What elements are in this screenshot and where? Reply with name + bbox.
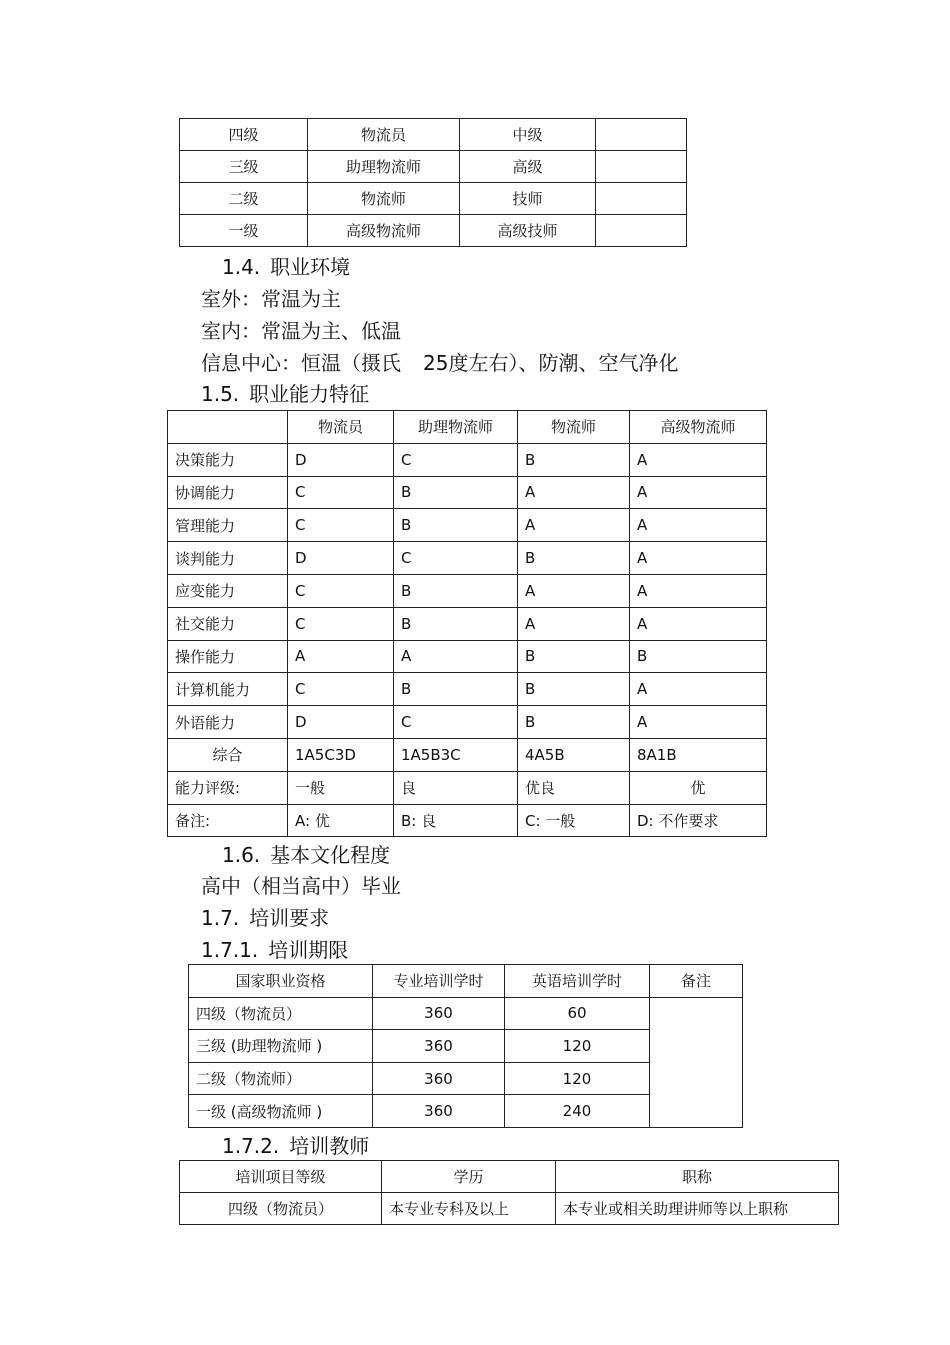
table-row xyxy=(168,607,767,640)
table-header-cell: 物流师 xyxy=(518,411,630,444)
section-number: 1.7.2. xyxy=(222,1134,280,1158)
table-cell: B xyxy=(518,443,630,476)
env-info-center-part2: 25度左右）、防潮、空气净化 xyxy=(423,351,679,375)
table-cell: B xyxy=(630,640,767,673)
table-cell: 二级 xyxy=(180,183,308,215)
table-row xyxy=(168,443,767,476)
table-row xyxy=(180,183,687,215)
table-cell: 综合 xyxy=(168,738,288,771)
table-header-row xyxy=(189,965,743,998)
table-row xyxy=(168,673,767,706)
table-cell: C xyxy=(394,542,518,575)
table-cell: B xyxy=(394,607,518,640)
table-cell: B xyxy=(394,509,518,542)
table-cell: A xyxy=(630,673,767,706)
table-cell: 四级 xyxy=(180,119,308,151)
table-cell: 一级 (高级物流师 ) xyxy=(189,1095,373,1128)
section-number: 1.7.1. xyxy=(201,938,259,962)
table-cell: 8A1B xyxy=(630,738,767,771)
table-cell: C: 一般 xyxy=(518,804,630,837)
table-header-cell: 助理物流师 xyxy=(394,411,518,444)
table-header-cell: 职称 xyxy=(556,1161,839,1193)
table-cell: A xyxy=(518,607,630,640)
section-number: 1.6. xyxy=(222,843,261,867)
ability-table xyxy=(167,410,767,837)
table-row xyxy=(168,640,767,673)
table-cell: 良 xyxy=(394,771,518,804)
table-cell: B xyxy=(518,542,630,575)
table-cell: 管理能力 xyxy=(168,509,288,542)
table-header-row xyxy=(168,411,767,444)
table-cell: C xyxy=(288,574,394,607)
table-cell: 应变能力 xyxy=(168,574,288,607)
table-cell: 1A5C3D xyxy=(288,738,394,771)
table-cell: 本专业或相关助理讲师等以上职称 xyxy=(556,1193,839,1225)
table-cell: D: 不作要求 xyxy=(630,804,767,837)
table-header-cell: 培训项目等级 xyxy=(180,1161,382,1193)
table-row xyxy=(168,542,767,575)
table-cell: 社交能力 xyxy=(168,607,288,640)
table-cell: A xyxy=(630,706,767,739)
table-cell: B: 良 xyxy=(394,804,518,837)
table-cell: A xyxy=(518,509,630,542)
table-cell: A xyxy=(518,574,630,607)
table-cell: A xyxy=(630,574,767,607)
table-header-cell: 专业培训学时 xyxy=(373,965,505,998)
section-heading-1-7-2 xyxy=(222,1133,369,1159)
table-cell: 决策能力 xyxy=(168,443,288,476)
table-row xyxy=(180,215,687,247)
table-cell: 外语能力 xyxy=(168,706,288,739)
section-heading-1-4 xyxy=(222,254,350,280)
table-row xyxy=(189,997,743,1030)
table-cell: 360 xyxy=(373,1062,505,1095)
table-cell: A xyxy=(630,607,767,640)
section-title: 职业环境 xyxy=(270,255,351,279)
table-header-cell: 物流员 xyxy=(288,411,394,444)
env-outdoor: 室外：常温为主 xyxy=(201,287,341,311)
note-row xyxy=(168,804,767,837)
table-cell: 计算机能力 xyxy=(168,673,288,706)
table-cell: A xyxy=(630,476,767,509)
section-title: 基本文化程度 xyxy=(270,843,391,867)
summary-row xyxy=(168,738,767,771)
education-text: 高中（相当高中）毕业 xyxy=(201,874,401,898)
table-cell: 高级 xyxy=(460,151,596,183)
table-cell: 协调能力 xyxy=(168,476,288,509)
table-header-cell: 学历 xyxy=(382,1161,556,1193)
table-cell: 360 xyxy=(373,1095,505,1128)
table-cell: A xyxy=(394,640,518,673)
remarks-cell xyxy=(650,997,743,1127)
section-title: 培训要求 xyxy=(249,906,330,930)
table-header-cell: 英语培训学时 xyxy=(505,965,650,998)
table-header-cell: 备注 xyxy=(650,965,743,998)
table-cell xyxy=(596,119,687,151)
table-cell: 一级 xyxy=(180,215,308,247)
table-cell xyxy=(596,183,687,215)
section-heading-1-5 xyxy=(201,381,369,407)
section-number: 1.5. xyxy=(201,382,240,406)
table-cell: 技师 xyxy=(460,183,596,215)
table-cell: 中级 xyxy=(460,119,596,151)
table-cell: B xyxy=(394,574,518,607)
table-cell: C xyxy=(288,476,394,509)
table-cell: C xyxy=(288,509,394,542)
table-cell: B xyxy=(394,673,518,706)
table-cell: C xyxy=(394,443,518,476)
table-cell: A xyxy=(518,476,630,509)
table-cell: C xyxy=(394,706,518,739)
table-cell: 本专业专科及以上 xyxy=(382,1193,556,1225)
table-cell: 优 xyxy=(630,771,767,804)
section-title: 职业能力特征 xyxy=(249,382,370,406)
table-header-cell: 国家职业资格 xyxy=(189,965,373,998)
table-cell: 谈判能力 xyxy=(168,542,288,575)
table-cell: 三级 (助理物流师 ) xyxy=(189,1030,373,1063)
table-cell: 物流员 xyxy=(308,119,460,151)
table-cell: B xyxy=(394,476,518,509)
section-title: 培训教师 xyxy=(289,1134,370,1158)
table-cell: 4A5B xyxy=(518,738,630,771)
table-cell: A xyxy=(630,542,767,575)
section-heading-1-6 xyxy=(222,842,390,868)
table-cell: 助理物流师 xyxy=(308,151,460,183)
table-cell: B xyxy=(518,706,630,739)
table-cell: 高级物流师 xyxy=(308,215,460,247)
section-number: 1.4. xyxy=(222,255,261,279)
levels-table xyxy=(179,118,687,247)
table-cell: C xyxy=(288,607,394,640)
table-cell: 360 xyxy=(373,997,505,1030)
table-row xyxy=(180,1193,839,1225)
rating-row xyxy=(168,771,767,804)
table-cell xyxy=(596,151,687,183)
env-indoor: 室内：常温为主、低温 xyxy=(201,319,401,343)
table-row xyxy=(168,574,767,607)
table-row xyxy=(180,119,687,151)
table-cell: 一般 xyxy=(288,771,394,804)
training-table xyxy=(188,964,743,1128)
table-row xyxy=(168,476,767,509)
table-cell: A xyxy=(630,509,767,542)
table-cell: 高级技师 xyxy=(460,215,596,247)
table-row xyxy=(168,706,767,739)
table-cell: D xyxy=(288,443,394,476)
table-cell: 备注: xyxy=(168,804,288,837)
teacher-table xyxy=(179,1160,839,1225)
table-cell xyxy=(596,215,687,247)
section-heading-1-7-1 xyxy=(201,937,348,963)
table-cell: 二级（物流师） xyxy=(189,1062,373,1095)
table-cell: 1A5B3C xyxy=(394,738,518,771)
table-cell: 能力评级: xyxy=(168,771,288,804)
section-number: 1.7. xyxy=(201,906,240,930)
table-cell: 四级（物流员） xyxy=(180,1193,382,1225)
table-cell: 60 xyxy=(505,997,650,1030)
table-cell: A xyxy=(288,640,394,673)
section-title: 培训期限 xyxy=(268,938,349,962)
section-heading-1-7 xyxy=(201,905,329,931)
table-header-cell xyxy=(168,411,288,444)
table-cell: 120 xyxy=(505,1030,650,1063)
table-cell: C xyxy=(288,673,394,706)
env-info-center-part1: 信息中心：恒温（摄氏 xyxy=(201,351,401,375)
table-cell: 240 xyxy=(505,1095,650,1128)
table-cell: B xyxy=(518,673,630,706)
table-cell: 物流师 xyxy=(308,183,460,215)
table-cell: 优良 xyxy=(518,771,630,804)
table-cell: B xyxy=(518,640,630,673)
table-header-cell: 高级物流师 xyxy=(630,411,767,444)
table-row xyxy=(168,509,767,542)
env-info-center xyxy=(201,350,678,376)
table-cell: 三级 xyxy=(180,151,308,183)
table-cell: 操作能力 xyxy=(168,640,288,673)
table-cell: D xyxy=(288,542,394,575)
table-cell: A: 优 xyxy=(288,804,394,837)
table-row xyxy=(180,151,687,183)
table-cell: 120 xyxy=(505,1062,650,1095)
table-header-row xyxy=(180,1161,839,1193)
table-cell: 四级（物流员） xyxy=(189,997,373,1030)
table-cell: D xyxy=(288,706,394,739)
table-cell: A xyxy=(630,443,767,476)
table-cell: 360 xyxy=(373,1030,505,1063)
